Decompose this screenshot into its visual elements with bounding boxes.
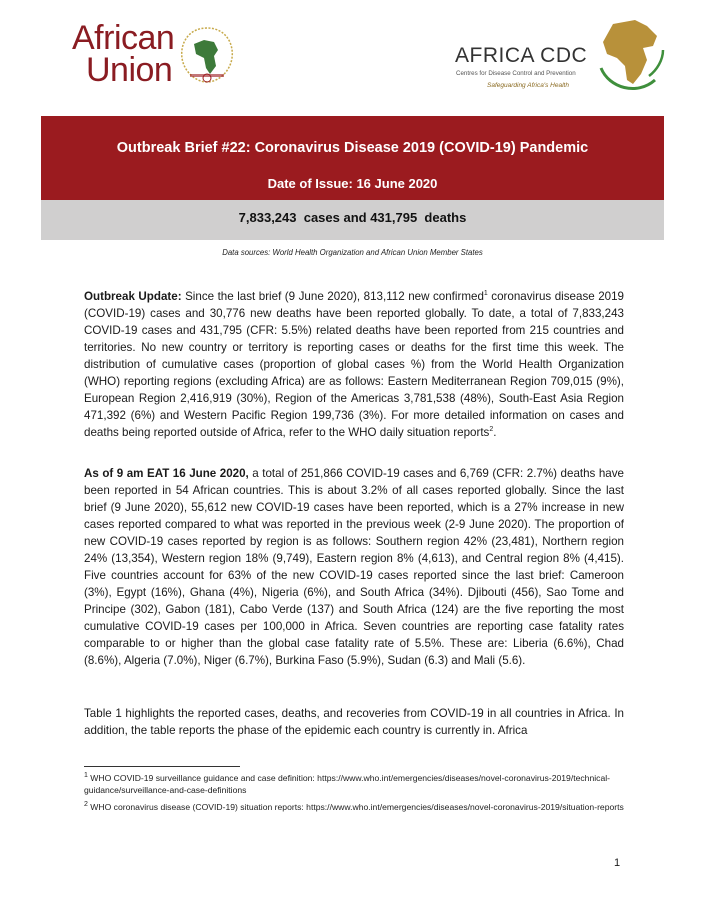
page-number: 1 [614, 857, 621, 869]
footnote-ref-1: 1 [483, 290, 488, 298]
outbreak-update-lead: Outbreak Update: [84, 290, 182, 303]
cdc-subtitle: Centres for Disease Control and Prevention [456, 70, 576, 77]
issue-date: Date of Issue: 16 June 2020 [267, 176, 438, 191]
report-header-banner [41, 116, 664, 200]
cdc-title: AFRICA CDC [455, 44, 588, 67]
footnote-divider [84, 766, 240, 767]
data-sources-note: Data sources: World Health Organization and African Union Member States [222, 248, 483, 257]
cdc-tagline: Safeguarding Africa's Health [487, 82, 569, 89]
au-emblem-icon [176, 24, 238, 86]
africa-status-paragraph: As of 9 am EAT 16 June 2020, a total of 251,866 COVID-19 cases and 6,769 (CFR: 2.7%) deaths have been reported in 54 African countries. This is about 3.2% of all cases reported globally. Since the last brief (9 June 2020), 55,612 new COVID-19 cases have been reported, which is a 27% increase in new cases reported compared to what was reported in the previous week (2-9 June 2020). The proportion of new COVID-19 cases reported by region is as follows: Southern region 42% (23,481), Northern region 24% (13,354), Western region 18% (9,749), Eastern region 8% (4,613), and Central region 8% (4,415). Five countries account for 63% of the new COVID-19 cases reported since the last brief: Cameroon (3%), Egypt (16%), Ghana (4%), Nigeria (6%), and South Africa (34%). Djibouti (456), Sao Tome and Principe (302), Gabon (181), Cabo Verde (137) and South Africa (124) are the five reporting the most cumulative COVID-19 cases per 100,000 in Africa. Seven countries are reporting case fatality rates comparable to or higher than the global case fatality rate of 5.5%. These are: Liberia (6.6%), Chad (8.6%), Algeria (7.0%), Niger (6.7%), Burkina Faso (5.9%), Sudan (6.3) and Mali (5.6). [84, 467, 625, 667]
africa-map-icon [591, 14, 675, 98]
global-summary: 7,833,243 cases and 431,795 deaths [238, 210, 467, 225]
africa-cdc-logo [455, 14, 675, 96]
footnote-2: $^2$ WHO coronavirus disease (COVID-19) situation reports: https://www.who.int/emergencies/diseases/novel-coronavirus-2019/situation-reports [84, 801, 624, 812]
report-title: Outbreak Brief #22: Coronavirus Disease 2019 (COVID-19) Pandemic [116, 140, 589, 156]
outbreak-update-paragraph: Outbreak Update: Since the last brief (9 June 2020), 813,112 new confirmed$^1$ coronavirus disease 2019 (COVID-19) cases and 30,776 new deaths have been reported globally. To date, a total of 7,833,243 COVID-19 cases and 431,795 (CFR: 5.5%) related deaths have been reported from 215 countries and territories. No new country or territory is reporting cases or deaths for the first time this week. The distribution of cumulative cases (proportion of global cases %) from the World Health Organization (WHO) reporting regions (excluding Africa) are as follows: Eastern Mediterranean Region 709,015 (9%), European Region 2,416,919 (30%), Region of the Americas 3,781,538 (48%), South-East Asia Region 471,392 (6%) and Western Pacific Region 199,736 (3%). For more detailed information on cases and deaths being reported outside of Africa, refer to the WHO daily situation reports$^2$. [84, 290, 624, 439]
footnote-1: $^1$ WHO COVID-19 surveillance guidance and case definition: https://www.who.int/emergencies/diseases/novel-coronavirus-2019/technical-guidance/surveillance-and-case-definitions [84, 772, 610, 795]
footnote-2-link[interactable]: WHO coronavirus disease (COVID-19) situation reports: https://www.who.int/emergencies/diseases/novel-coronavirus-2019/situation-reports [87, 802, 624, 812]
footnote-ref-2: 2 [489, 426, 494, 434]
table-intro-paragraph: Table 1 highlights the reported cases, deaths, and recoveries from COVID-19 in all countries in Africa. In addition, the table reports the phase of the epidemic each country is currently in. Africa [84, 707, 624, 737]
au-wordmark: African Union [72, 19, 175, 89]
africa-status-lead: As of 9 am EAT 16 June 2020, [84, 467, 249, 480]
african-union-logo [72, 19, 252, 92]
summary-bar [41, 200, 664, 240]
footnote-1-link[interactable]: WHO COVID-19 surveillance guidance and case definition: https://www.who.int/emergencies/diseases/novel-coronavirus-2019/technical-guidance/surveillance-and-case-definitions [84, 773, 610, 795]
